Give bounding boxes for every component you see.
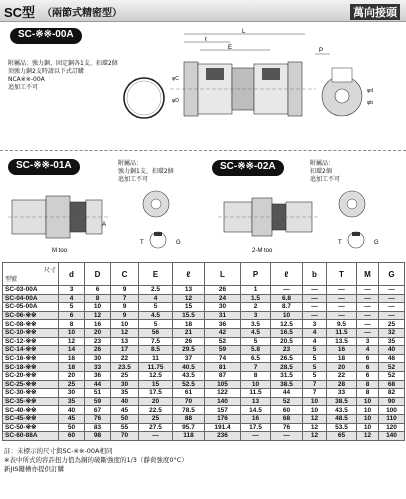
value-cell: 9.5 — [327, 320, 357, 329]
value-cell: 43.5 — [173, 371, 205, 380]
value-cell: 10 — [241, 380, 271, 389]
value-cell: — — [357, 286, 379, 295]
section-note-00a: 附屬品：強力銅、固定銅各1支、扣環2個 須強力銅2支時請以下式訂購 NCA※※-00A 追加工不可 — [8, 60, 118, 91]
value-cell: 31.5 — [271, 371, 303, 380]
value-cell: 48.5 — [327, 414, 357, 423]
value-cell: 4.5 — [139, 311, 173, 320]
model-cell: SC-05-00A — [3, 303, 59, 312]
value-cell: 52 — [379, 371, 405, 380]
model-cell: SC-14-※※ — [3, 346, 59, 355]
value-cell: — — [357, 294, 379, 303]
table-row — [3, 380, 405, 389]
value-cell: 4 — [303, 328, 327, 337]
model-cell: SC-25-※※ — [3, 380, 59, 389]
value-cell: 20 — [139, 397, 173, 406]
value-cell: 45 — [59, 414, 85, 423]
value-cell: 36 — [205, 320, 241, 329]
dim-A: A — [102, 222, 107, 228]
value-cell: 46 — [379, 354, 405, 363]
value-cell: 21 — [173, 328, 205, 337]
value-cell: 45 — [111, 406, 139, 415]
col-header: L — [205, 263, 241, 286]
value-cell: 30 — [205, 303, 241, 312]
dim-T: T — [140, 240, 144, 246]
section-badge-01a: SC-※※-01A — [8, 159, 80, 175]
value-cell: 10 — [357, 423, 379, 432]
value-cell: 28 — [327, 380, 357, 389]
col-header: T — [327, 263, 357, 286]
value-cell: 22 — [111, 354, 139, 363]
value-cell: 13 — [241, 397, 271, 406]
value-cell: 6.5 — [241, 354, 271, 363]
value-cell: 76 — [271, 423, 303, 432]
value-cell: 15.5 — [173, 311, 205, 320]
value-cell: 38.5 — [327, 397, 357, 406]
value-cell: 22.5 — [139, 406, 173, 415]
value-cell: 13.5 — [327, 337, 357, 346]
page-header — [0, 0, 406, 22]
value-cell: 44 — [85, 380, 111, 389]
value-cell: — — [241, 432, 271, 441]
value-cell: 14 — [59, 346, 85, 355]
value-cell: 20 — [85, 328, 111, 337]
table-row — [3, 294, 405, 303]
value-cell: 6 — [357, 354, 379, 363]
model-cell: SC-03-00A — [3, 286, 59, 295]
value-cell: 4 — [303, 337, 327, 346]
value-cell: 4 — [139, 294, 173, 303]
value-cell: 29.5 — [173, 346, 205, 355]
value-cell: 76 — [85, 414, 111, 423]
value-cell: 25 — [111, 371, 139, 380]
value-cell: 120 — [379, 423, 405, 432]
value-cell: 2.5 — [139, 286, 173, 295]
model-cell: SC-16-※※ — [3, 354, 59, 363]
value-cell: 50 — [111, 414, 139, 423]
value-cell: 90 — [379, 397, 405, 406]
value-cell: 12 — [111, 328, 139, 337]
value-cell: 74 — [205, 354, 241, 363]
value-cell: 83 — [85, 423, 111, 432]
value-cell: 8 — [241, 371, 271, 380]
value-cell: 18 — [173, 320, 205, 329]
value-cell: 9 — [111, 303, 139, 312]
table-row — [3, 397, 405, 406]
dim-P: P — [319, 48, 324, 54]
value-cell: 95.7 — [173, 423, 205, 432]
col-header: P — [241, 263, 271, 286]
value-cell: 15 — [173, 303, 205, 312]
value-cell: 52 — [379, 363, 405, 372]
value-cell: 35 — [111, 389, 139, 398]
value-cell: 5.8 — [241, 346, 271, 355]
value-cell: 6 — [357, 363, 379, 372]
model-cell: SC-10-※※ — [3, 328, 59, 337]
value-cell: 3.5 — [241, 320, 271, 329]
value-cell: 10 — [271, 311, 303, 320]
value-cell: 88 — [173, 414, 205, 423]
value-cell: 42 — [205, 328, 241, 337]
value-cell: 56 — [139, 328, 173, 337]
value-cell: — — [271, 432, 303, 441]
dim-L: L — [242, 29, 246, 35]
value-cell: 5 — [303, 354, 327, 363]
value-cell: 98 — [85, 432, 111, 441]
value-cell: 10 — [59, 328, 85, 337]
value-cell: 60 — [59, 432, 85, 441]
value-cell: 61 — [173, 389, 205, 398]
value-cell: 10 — [303, 406, 327, 415]
value-cell: 14.5 — [241, 406, 271, 415]
dim-phiD: φD — [172, 98, 179, 104]
drawing-00a — [110, 28, 406, 140]
table-corner-cell: 尺寸 型號 — [3, 263, 59, 286]
value-cell: 70 — [173, 397, 205, 406]
value-cell: 38.5 — [271, 380, 303, 389]
drawing-01a — [8, 182, 200, 260]
value-cell: 7 — [303, 389, 327, 398]
value-cell: 11.5 — [327, 328, 357, 337]
value-cell: 33 — [327, 389, 357, 398]
value-cell: 140 — [205, 397, 241, 406]
dim-phib: φb — [367, 100, 374, 106]
col-header: ℓ — [271, 263, 303, 286]
value-cell: — — [379, 294, 405, 303]
value-cell: 3 — [241, 311, 271, 320]
value-cell: 52 — [205, 337, 241, 346]
value-cell: 12 — [303, 414, 327, 423]
dim-phiC: φC — [172, 76, 179, 82]
value-cell: 31 — [205, 311, 241, 320]
value-cell: 4.5 — [241, 328, 271, 337]
value-cell: 59 — [205, 346, 241, 355]
value-cell: 25 — [379, 320, 405, 329]
value-cell: 2 — [241, 303, 271, 312]
table-row — [3, 432, 405, 441]
value-cell: 8 — [85, 294, 111, 303]
value-cell: — — [357, 303, 379, 312]
value-cell: 12 — [357, 432, 379, 441]
section-note-02a: 附屬品： 扣環2個 追加工不可 — [310, 160, 341, 183]
value-cell: — — [379, 311, 405, 320]
value-cell: — — [357, 311, 379, 320]
value-cell: 8 — [357, 380, 379, 389]
value-cell: 12 — [85, 311, 111, 320]
col-header: D — [85, 263, 111, 286]
value-cell: 8.7 — [271, 303, 303, 312]
table-row — [3, 354, 405, 363]
value-cell: — — [327, 294, 357, 303]
table-row — [3, 414, 405, 423]
table-row — [3, 328, 405, 337]
table-row — [3, 286, 405, 295]
value-cell: 44 — [271, 389, 303, 398]
table-row — [3, 423, 405, 432]
value-cell: 5 — [139, 320, 173, 329]
model-cell: SC-35-※※ — [3, 397, 59, 406]
model-cell: SC-40-※※ — [3, 406, 59, 415]
value-cell: 12 — [303, 423, 327, 432]
model-cell: SC-45-※※ — [3, 414, 59, 423]
col-header: E — [139, 263, 173, 286]
value-cell: 17 — [111, 346, 139, 355]
value-cell: 20 — [327, 363, 357, 372]
value-cell: 32 — [379, 328, 405, 337]
value-cell: 5 — [303, 363, 327, 372]
value-cell: 23 — [85, 337, 111, 346]
value-cell: 55 — [111, 423, 139, 432]
section-badge-02a: SC-※※-02A — [212, 160, 284, 176]
model-cell: SC-30-※※ — [3, 389, 59, 398]
value-cell: 4 — [357, 346, 379, 355]
model-cell: SC-04-00A — [3, 294, 59, 303]
value-cell: — — [357, 320, 379, 329]
value-cell: 9 — [111, 311, 139, 320]
product-subtitle: （兩節式精密型） — [42, 8, 122, 19]
model-cell: SC-06-※※ — [3, 311, 59, 320]
value-cell: 3 — [357, 337, 379, 346]
value-cell: 25 — [59, 380, 85, 389]
value-cell: 10 — [357, 406, 379, 415]
value-cell: 52.5 — [173, 380, 205, 389]
value-cell: 6 — [59, 311, 85, 320]
value-cell: 12 — [173, 294, 205, 303]
value-cell: — — [327, 303, 357, 312]
value-cell: 20.5 — [271, 337, 303, 346]
value-cell: 7.5 — [139, 337, 173, 346]
value-cell: 70 — [111, 432, 139, 441]
value-cell: 10 — [111, 320, 139, 329]
value-cell: 176 — [205, 414, 241, 423]
value-cell: — — [303, 311, 327, 320]
value-cell: 51 — [85, 389, 111, 398]
value-cell: 18 — [59, 363, 85, 372]
value-cell: 118 — [173, 432, 205, 441]
drawing-02a — [214, 182, 404, 260]
value-cell: 5 — [303, 371, 327, 380]
value-cell: 68 — [379, 380, 405, 389]
col-header: M — [357, 263, 379, 286]
value-cell: 40 — [379, 346, 405, 355]
model-cell: SC-60-88A — [3, 432, 59, 441]
value-cell: 5 — [139, 303, 173, 312]
table-header-row — [3, 263, 405, 286]
dim-2M-too: 2-M too — [252, 248, 273, 254]
value-cell: 4 — [59, 294, 85, 303]
dimension-table — [2, 262, 405, 441]
dim-T2: T — [338, 240, 342, 246]
value-cell: 3 — [303, 320, 327, 329]
value-cell: 16 — [59, 354, 85, 363]
value-cell: 67 — [85, 406, 111, 415]
value-cell: — — [357, 328, 379, 337]
value-cell: 40 — [111, 397, 139, 406]
model-cell: SC-12-※※ — [3, 337, 59, 346]
value-cell: — — [303, 303, 327, 312]
value-cell: 28.5 — [271, 363, 303, 372]
value-cell: 50 — [59, 423, 85, 432]
value-cell: 140 — [379, 432, 405, 441]
col-header: d — [59, 263, 85, 286]
value-cell: 15 — [139, 380, 173, 389]
value-cell: 10 — [303, 397, 327, 406]
value-cell: 6 — [357, 371, 379, 380]
value-cell: — — [303, 294, 327, 303]
value-cell: 1 — [241, 286, 271, 295]
value-cell: 7 — [303, 380, 327, 389]
value-cell: 40.5 — [173, 363, 205, 372]
value-cell: 12.5 — [271, 320, 303, 329]
value-cell: 65 — [327, 432, 357, 441]
value-cell: 5 — [241, 337, 271, 346]
value-cell: 35 — [379, 337, 405, 346]
value-cell: 7 — [241, 363, 271, 372]
value-cell: — — [327, 311, 357, 320]
value-cell: 23 — [271, 346, 303, 355]
value-cell: 25 — [139, 414, 173, 423]
value-cell: 16 — [241, 414, 271, 423]
dim-G: G — [176, 240, 181, 246]
value-cell: 8 — [59, 320, 85, 329]
col-header: ℓ — [173, 263, 205, 286]
value-cell: 26 — [205, 286, 241, 295]
value-cell: 105 — [205, 380, 241, 389]
table-row — [3, 363, 405, 372]
value-cell: 23.5 — [111, 363, 139, 372]
value-cell: 26 — [85, 346, 111, 355]
value-cell: — — [139, 432, 173, 441]
value-cell: 30 — [59, 389, 85, 398]
section-note-01a: 附屬品： 強力銅1支、扣環2個 追加工不可 — [118, 160, 174, 183]
model-cell: SC-18-※※ — [3, 363, 59, 372]
value-cell: 6.8 — [271, 294, 303, 303]
value-cell: 6 — [85, 286, 111, 295]
value-cell: 33 — [85, 363, 111, 372]
value-cell: 5 — [59, 303, 85, 312]
dim-M-too: M too — [52, 248, 68, 254]
value-cell: 59 — [85, 397, 111, 406]
dim-phid: φd — [367, 88, 374, 94]
value-cell: 11.75 — [139, 363, 173, 372]
value-cell: 27.5 — [139, 423, 173, 432]
value-cell: 68 — [271, 414, 303, 423]
value-cell: 20 — [59, 371, 85, 380]
value-cell: 53.5 — [327, 423, 357, 432]
table-row — [3, 406, 405, 415]
value-cell: 5 — [303, 346, 327, 355]
value-cell: 10 — [85, 303, 111, 312]
value-cell: 13 — [111, 337, 139, 346]
model-cell: SC-50-※※ — [3, 423, 59, 432]
category-title: 萬向接頭 — [350, 4, 400, 20]
value-cell: 16 — [327, 346, 357, 355]
value-cell: 11 — [139, 354, 173, 363]
col-header: C — [111, 263, 139, 286]
value-cell: 52 — [271, 397, 303, 406]
table-row — [3, 311, 405, 320]
value-cell: 16.5 — [271, 328, 303, 337]
footnotes: 註：未標示的尺寸與SC-※※-00A相同 ※表中所式的容許扭力值為銅的破斷強度的1/3（靜荷強度0°C） 新JIS鍵槽亦提供訂購 — [4, 447, 188, 473]
value-cell: 10 — [357, 397, 379, 406]
value-cell: 60 — [271, 406, 303, 415]
value-cell: 9 — [111, 286, 139, 295]
table-row — [3, 303, 405, 312]
value-cell: 12 — [59, 337, 85, 346]
value-cell: 40 — [59, 406, 85, 415]
value-cell: 78.5 — [173, 406, 205, 415]
value-cell: 17.5 — [139, 389, 173, 398]
value-cell: 35 — [59, 397, 85, 406]
col-header: G — [379, 263, 405, 286]
section-separator — [0, 150, 406, 151]
dim-G2: G — [374, 240, 379, 246]
value-cell: 17.5 — [241, 423, 271, 432]
table-row — [3, 346, 405, 355]
value-cell: 8.5 — [139, 346, 173, 355]
value-cell: 30 — [111, 380, 139, 389]
table-row — [3, 389, 405, 398]
value-cell: 236 — [205, 432, 241, 441]
value-cell: 11.5 — [241, 389, 271, 398]
value-cell: 100 — [379, 406, 405, 415]
value-cell: 22 — [327, 371, 357, 380]
value-cell: 87 — [205, 371, 241, 380]
value-cell: 36 — [85, 371, 111, 380]
value-cell: 157 — [205, 406, 241, 415]
value-cell: 26 — [173, 337, 205, 346]
value-cell: 16 — [85, 320, 111, 329]
value-cell: 43.5 — [327, 406, 357, 415]
value-cell: 24 — [205, 294, 241, 303]
value-cell: 10 — [357, 414, 379, 423]
value-cell: 12.5 — [139, 371, 173, 380]
product-model-title: SC型 — [4, 5, 36, 20]
value-cell: — — [379, 286, 405, 295]
value-cell: 122 — [205, 389, 241, 398]
model-cell: SC-08-※※ — [3, 320, 59, 329]
table-row — [3, 337, 405, 346]
dim-E: E — [228, 45, 233, 51]
section-badge-00a: SC-※※-00A — [10, 28, 82, 44]
value-cell: 12 — [303, 432, 327, 441]
value-cell: — — [271, 286, 303, 295]
value-cell: — — [327, 286, 357, 295]
model-cell: SC-20-※※ — [3, 371, 59, 380]
value-cell: 37 — [173, 354, 205, 363]
value-cell: 13 — [173, 286, 205, 295]
value-cell: — — [303, 286, 327, 295]
value-cell: 82 — [379, 389, 405, 398]
value-cell: 1.5 — [241, 294, 271, 303]
value-cell: 8 — [357, 389, 379, 398]
value-cell: 7 — [111, 294, 139, 303]
table-row — [3, 371, 405, 380]
value-cell: — — [379, 303, 405, 312]
value-cell: 110 — [379, 414, 405, 423]
value-cell: 26.5 — [271, 354, 303, 363]
value-cell: 3 — [59, 286, 85, 295]
value-cell: 191.4 — [205, 423, 241, 432]
value-cell: 81 — [205, 363, 241, 372]
col-header: b — [303, 263, 327, 286]
dim-l: ℓ — [205, 37, 207, 43]
value-cell: 18 — [327, 354, 357, 363]
value-cell: 30 — [85, 354, 111, 363]
table-row — [3, 320, 405, 329]
